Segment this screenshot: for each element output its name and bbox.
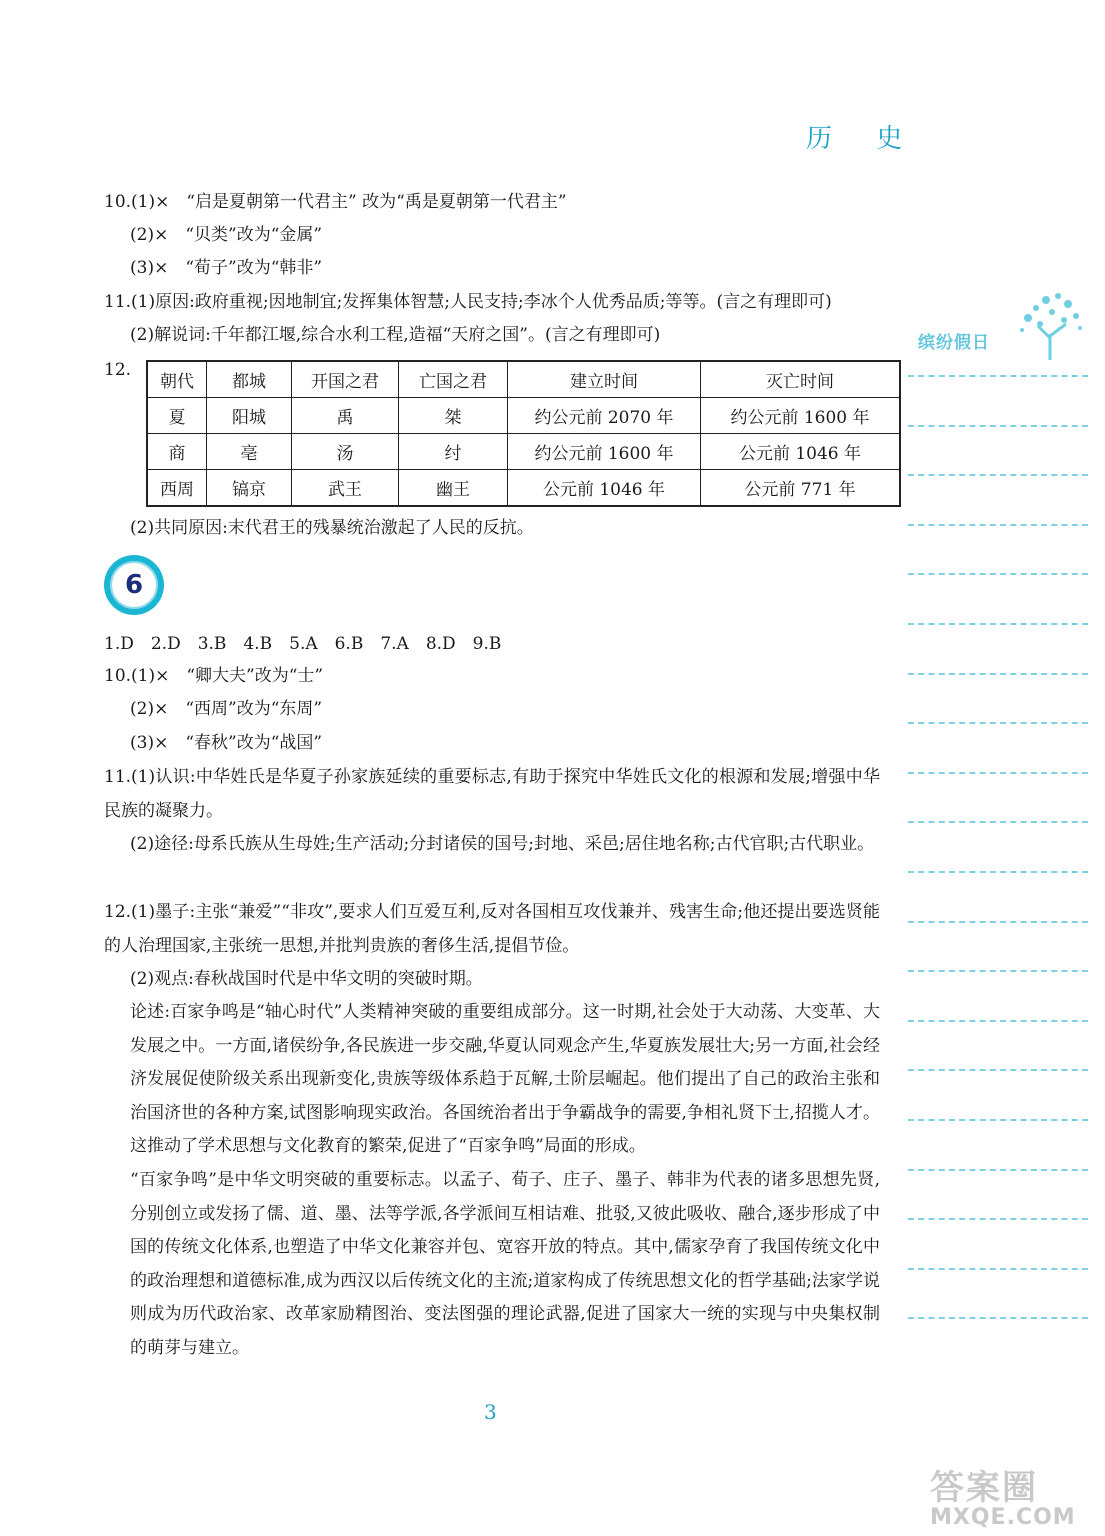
note-line bbox=[908, 524, 1088, 526]
table-header-cell: 都城 bbox=[207, 361, 292, 398]
table-cell: 公元前 1046 年 bbox=[701, 434, 901, 470]
table-cell: 桀 bbox=[399, 398, 508, 434]
table-header-cell: 朝代 bbox=[147, 361, 207, 398]
b6-q12-argument: 论述:百家争鸣是“轴心时代”人类精神突破的重要组成部分。这一时期,社会处于大动荡、大变革、大发展之中。一方面,诸侯纷争,各民族进一步交融,华夏认同观念产生,华夏族发展壮大;另一方面,社会经济发展促使阶级关系出现新变化,贵族等级体系趋于瓦解,士阶层崛起。他们提出了自己的政治主张和治国济世的各种方案,试图影响现实政治。各国统治者出于争霸战争的需要,争相礼贤下士,招揽人才。这推动了学术思想与文化教育的繁荣,促进了“百家争鸣”局面的形成。 bbox=[130, 1002, 880, 1156]
table-cell: 幽王 bbox=[399, 470, 508, 507]
site-watermark bbox=[930, 1460, 1100, 1530]
section-badge bbox=[104, 555, 164, 615]
note-line bbox=[908, 1218, 1088, 1220]
table-cell: 约公元前 2070 年 bbox=[508, 398, 701, 434]
table-cell: 纣 bbox=[399, 434, 508, 470]
table-header-cell: 亡国之君 bbox=[399, 361, 508, 398]
note-line bbox=[908, 722, 1088, 724]
watermark-logo: 答案圈 bbox=[930, 1468, 1038, 1508]
mc-answers: 1.D 2.D 3.B 4.B 5.A 6.B 7.A 8.D 9.B bbox=[104, 634, 502, 654]
b6-q10-part1: 10.(1)× “卿大夫”改为“士” bbox=[104, 666, 324, 686]
note-line bbox=[908, 821, 1088, 823]
q11-part2: (2)解说词:千年都江堰,综合水利工程,造福“天府之国”。(言之有理即可) bbox=[130, 325, 661, 345]
table-header-cell: 开国之君 bbox=[292, 361, 399, 398]
note-line bbox=[908, 573, 1088, 575]
logo-text: 缤纷假日 bbox=[918, 333, 990, 353]
note-line bbox=[908, 474, 1088, 476]
note-line bbox=[908, 1317, 1088, 1319]
table-cell: 公元前 771 年 bbox=[701, 470, 901, 507]
holiday-logo bbox=[918, 290, 1088, 362]
table-cell: 商 bbox=[147, 434, 207, 470]
q12-number: 12. bbox=[104, 360, 132, 380]
note-line bbox=[908, 425, 1088, 427]
section-number: 6 bbox=[110, 561, 158, 609]
table-header-row bbox=[147, 361, 900, 398]
table-cell: 亳 bbox=[207, 434, 292, 470]
table-cell: 公元前 1046 年 bbox=[508, 470, 701, 507]
note-line bbox=[908, 623, 1088, 625]
subject-title: 历 史 bbox=[806, 124, 921, 154]
note-line bbox=[908, 375, 1088, 377]
note-line bbox=[908, 772, 1088, 774]
b6-q10-part2: (2)× “西周”改为“东周” bbox=[130, 699, 323, 719]
table-header-cell: 灭亡时间 bbox=[701, 361, 901, 398]
table-row bbox=[147, 398, 900, 434]
q10-part2: (2)× “贝类”改为“金属” bbox=[130, 225, 323, 245]
table-cell: 阳城 bbox=[207, 398, 292, 434]
note-line bbox=[908, 871, 1088, 873]
note-line bbox=[908, 921, 1088, 923]
b6-q11-part2: (2)途径:母系氏族从生母姓;生产活动;分封诸侯的国号;封地、采邑;居住地名称;古代官职;古代职业。 bbox=[130, 834, 875, 854]
note-line bbox=[908, 1268, 1088, 1270]
note-line bbox=[908, 1119, 1088, 1121]
table-cell: 约公元前 1600 年 bbox=[508, 434, 701, 470]
note-line bbox=[908, 1069, 1088, 1071]
q10-part1: 10.(1)× “启是夏朝第一代君主” 改为“禹是夏朝第一代君主” bbox=[104, 192, 567, 212]
dynasty-table bbox=[146, 360, 901, 507]
b6-q11-part1: 11.(1)认识:中华姓氏是华夏子孙家族延续的重要标志,有助于探究中华姓氏文化的根源和发展;增强中华民族的凝聚力。 bbox=[104, 767, 880, 821]
note-line bbox=[908, 970, 1088, 972]
table-cell: 武王 bbox=[292, 470, 399, 507]
b6-q10-part3: (3)× “春秋”改为“战国” bbox=[130, 733, 323, 753]
q11-part1: 11.(1)原因:政府重视;因地制宜;发挥集体智慧;人民支持;李冰个人优秀品质;等等。(言之有理即可) bbox=[104, 292, 832, 312]
note-line bbox=[908, 1169, 1088, 1171]
table-cell: 夏 bbox=[147, 398, 207, 434]
table-cell: 镐京 bbox=[207, 470, 292, 507]
note-line bbox=[908, 1020, 1088, 1022]
b6-q12-part2: (2)观点:春秋战国时代是中华文明的突破时期。 bbox=[130, 969, 483, 989]
table-cell: 约公元前 1600 年 bbox=[701, 398, 901, 434]
table-cell: 西周 bbox=[147, 470, 207, 507]
note-line bbox=[908, 673, 1088, 675]
watermark-url: MXQE.COM bbox=[930, 1505, 1076, 1530]
table-cell: 汤 bbox=[292, 434, 399, 470]
note-lines bbox=[908, 375, 1088, 1367]
table-row bbox=[147, 434, 900, 470]
page-number: 3 bbox=[484, 1400, 497, 1424]
q10-part3: (3)× “荀子”改为“韩非” bbox=[130, 258, 323, 278]
table-cell: 禹 bbox=[292, 398, 399, 434]
b6-q12-part1: 12.(1)墨子:主张“兼爱”“非攻”,要求人们互爱互利,反对各国相互攻伐兼并、残害生命;他还提出要选贤能的人治理国家,主张统一思想,并批判贵族的奢侈生活,提倡节俭。 bbox=[104, 902, 880, 956]
table-header-cell: 建立时间 bbox=[508, 361, 701, 398]
q12-part2: (2)共同原因:末代君王的残暴统治激起了人民的反抗。 bbox=[130, 518, 534, 538]
table-row bbox=[147, 470, 900, 507]
b6-q12-conclusion: “百家争鸣”是中华文明突破的重要标志。以孟子、荀子、庄子、墨子、韩非为代表的诸多思想先贤,分别创立或发扬了儒、道、墨、法等学派,各学派间互相诘难、批驳,又彼此吸收、融合,逐步形成了中国的传统文化体系,也塑造了中华文化兼容并包、宽容开放的特点。其中,儒家孕育了我国传统文化中的政治理想和道德标准,成为西汉以后传统文化的主流;道家构成了传统思想文化的哲学基础;法家学说则成为历代政治家、改革家励精图治、变法图强的理论武器,促进了国家大一统的实现与中央集权制的萌芽与建立。 bbox=[130, 1170, 880, 1358]
